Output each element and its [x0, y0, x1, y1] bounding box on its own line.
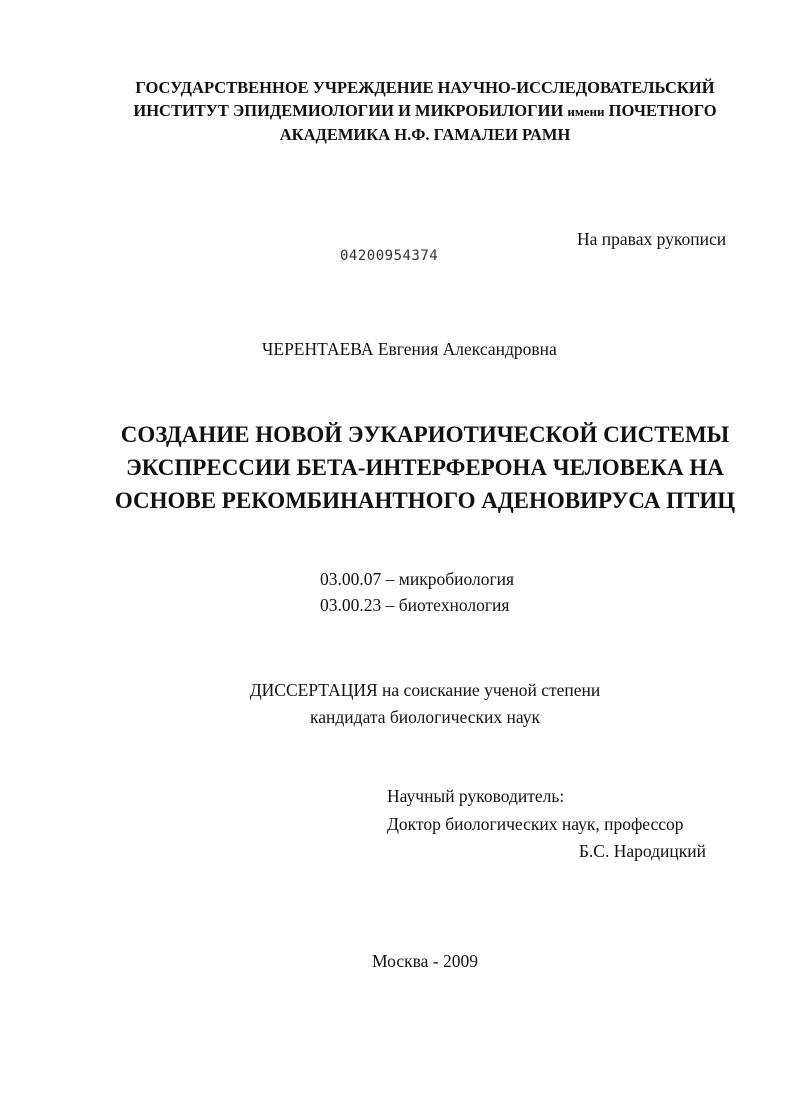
specialty-1: 03.00.07 – микробиология [320, 569, 515, 589]
stamp-number: 04200954374 [340, 248, 439, 264]
author-name: ЧЕРЕНТАЕВА Евгения Александровна [262, 339, 557, 359]
rights-note: На правах рукописи [577, 229, 727, 249]
header-line-2c: ПОЧЕТНОГО [608, 101, 717, 120]
header-line-2 [0, 99, 795, 123]
degree-line-2: кандидата биологических наук [310, 707, 540, 727]
dissertation-title [0, 418, 795, 517]
supervisor-label: Научный руководитель: [387, 786, 565, 806]
title-line-2: ЭКСПРЕССИИ БЕТА-ИНТЕРФЕРОНА ЧЕЛОВЕКА НА [126, 455, 724, 480]
header-line-1: ГОСУДАРСТВЕННОЕ УЧРЕЖДЕНИЕ НАУЧНО-ИССЛЕДОВАТЕЛЬСКИЙ [135, 78, 715, 97]
header-line-2a: ИНСТИТУТ ЭПИДЕМИОЛОГИИ И МИКРОБИЛОГИИ [133, 101, 564, 120]
title-line-3: ОСНОВЕ РЕКОМБИНАНТНОГО АДЕНОВИРУСА ПТИЦ [114, 488, 736, 513]
supervisor-rank: Доктор биологических наук, профессор [387, 814, 684, 834]
specialty-2: 03.00.23 – биотехнология [320, 595, 510, 615]
header-line-3: АКАДЕМИКА Н.Ф. ГАМАЛЕИ РАМН [279, 125, 571, 144]
institution-header [0, 76, 795, 146]
header-line-2b: имени [567, 104, 605, 119]
degree-statement [0, 677, 795, 731]
title-line-1: СОЗДАНИЕ НОВОЙ ЭУКАРИОТИЧЕСКОЙ СИСТЕМЫ [120, 422, 730, 447]
supervisor-name: Б.С. Народицкий [578, 841, 706, 861]
place-year: Москва - 2009 [372, 951, 478, 971]
degree-line-1: ДИССЕРТАЦИЯ на соискание ученой степени [249, 680, 601, 700]
